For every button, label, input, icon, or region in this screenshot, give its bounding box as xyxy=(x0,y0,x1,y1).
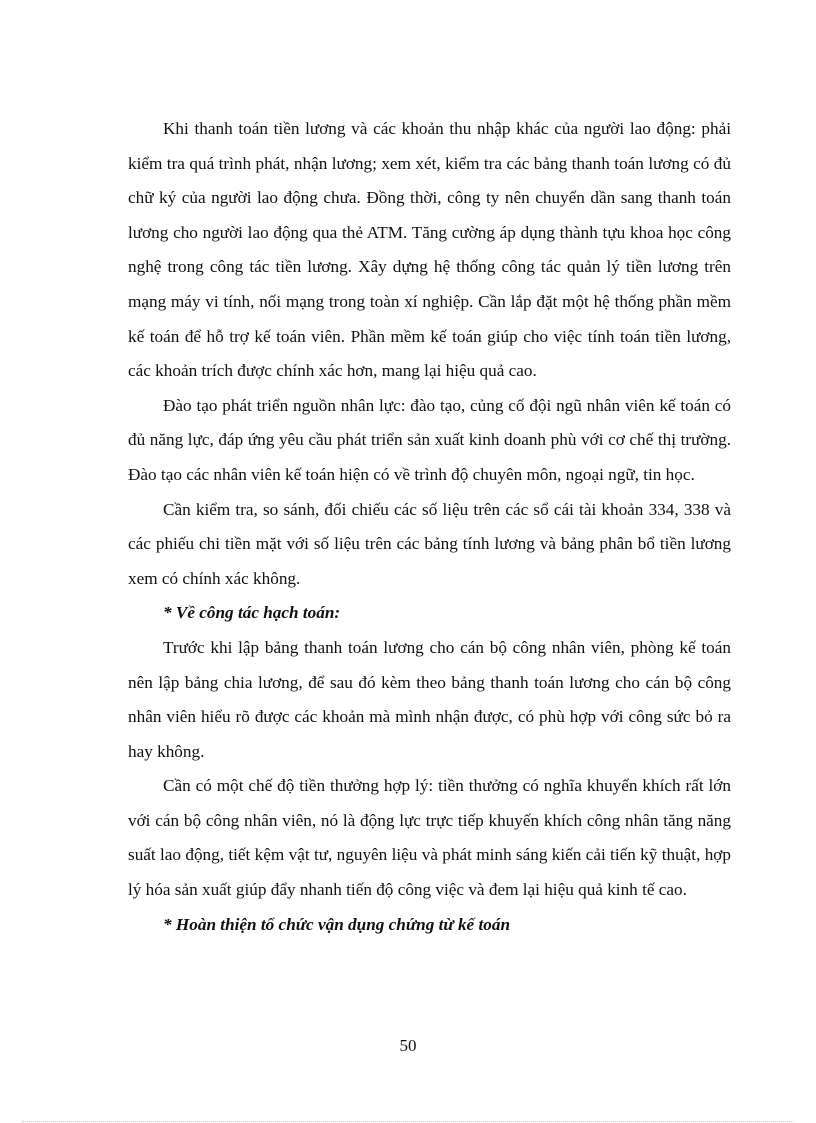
paragraph-payment-checks: Khi thanh toán tiền lương và các khoản thu nhập khác của người lao động: phải kiểm tra quá trình phát, nhận lương; xem xét, kiểm tra các bảng thanh toán lương có đủ chữ ký của người lao động chưa. Đồng thời, công ty nên chuyển dần sang thanh toán lương cho người lao động qua thẻ ATM. Tăng cường áp dụng thành tựu khoa học công nghệ trong công tác tiền lương. Xây dựng hệ thống công tác quản lý tiền lương trên mạng máy vi tính, nối mạng trong toàn xí nghiệp. Cần lắp đặt một hệ thống phần mềm kế toán để hỗ trợ kế toán viên. Phần mềm kế toán giúp cho việc tính toán tiền lương, các khoản trích được chính xác hơn, mang lại hiệu quả cao. xyxy=(128,119,731,381)
paragraph-payroll-table: Trước khi lập bảng thanh toán lương cho cán bộ công nhân viên, phòng kế toán nên lập bảng chia lương, để sau đó kèm theo bảng thanh toán lương cho cán bộ công nhân viên hiểu rõ được các khoản mà mình nhận được, có phù hợp với công sức bỏ ra hay không. xyxy=(128,637,731,761)
section-heading-vouchers: * Hoàn thiện tổ chức vận dụng chứng từ kế toán xyxy=(163,914,510,934)
page-content xyxy=(128,112,731,942)
page-bottom-divider xyxy=(22,1121,794,1122)
section-heading-accounting: * Về công tác hạch toán: xyxy=(163,603,341,623)
paragraph-ledger-reconciliation: Cần kiểm tra, so sánh, đối chiếu các số liệu trên các sổ cái tài khoản 334, 338 và các phiếu chi tiền mặt với số liệu trên các bảng tính lương và bảng phân bổ tiền lương xem có chính xác không. xyxy=(128,499,731,588)
page-number: 50 xyxy=(399,1036,417,1055)
paragraph-staff-training: Đào tạo phát triển nguồn nhân lực: đào tạo, củng cố đội ngũ nhân viên kế toán có đủ năng lực, đáp ứng yêu cầu phát triển sản xuất kinh doanh phù với cơ chế thị trường. Đào tạo các nhân viên kế toán hiện có về trình độ chuyên môn, ngoại ngữ, tin học. xyxy=(128,395,731,484)
paragraph-bonus-policy: Cần có một chế độ tiền thưởng hợp lý: tiền thưởng có nghĩa khuyến khích rất lớn với cán bộ công nhân viên, nó là động lực trực tiếp khuyến khích công nhân tăng năng suất lao động, tiết kệm vật tư, nguyên liệu và phát minh sáng kiến cải tiến kỹ thuật, hợp lý hóa sản xuất giúp đẩy nhanh tiến độ công việc và đem lại hiệu quả kinh tế cao. xyxy=(128,776,731,900)
